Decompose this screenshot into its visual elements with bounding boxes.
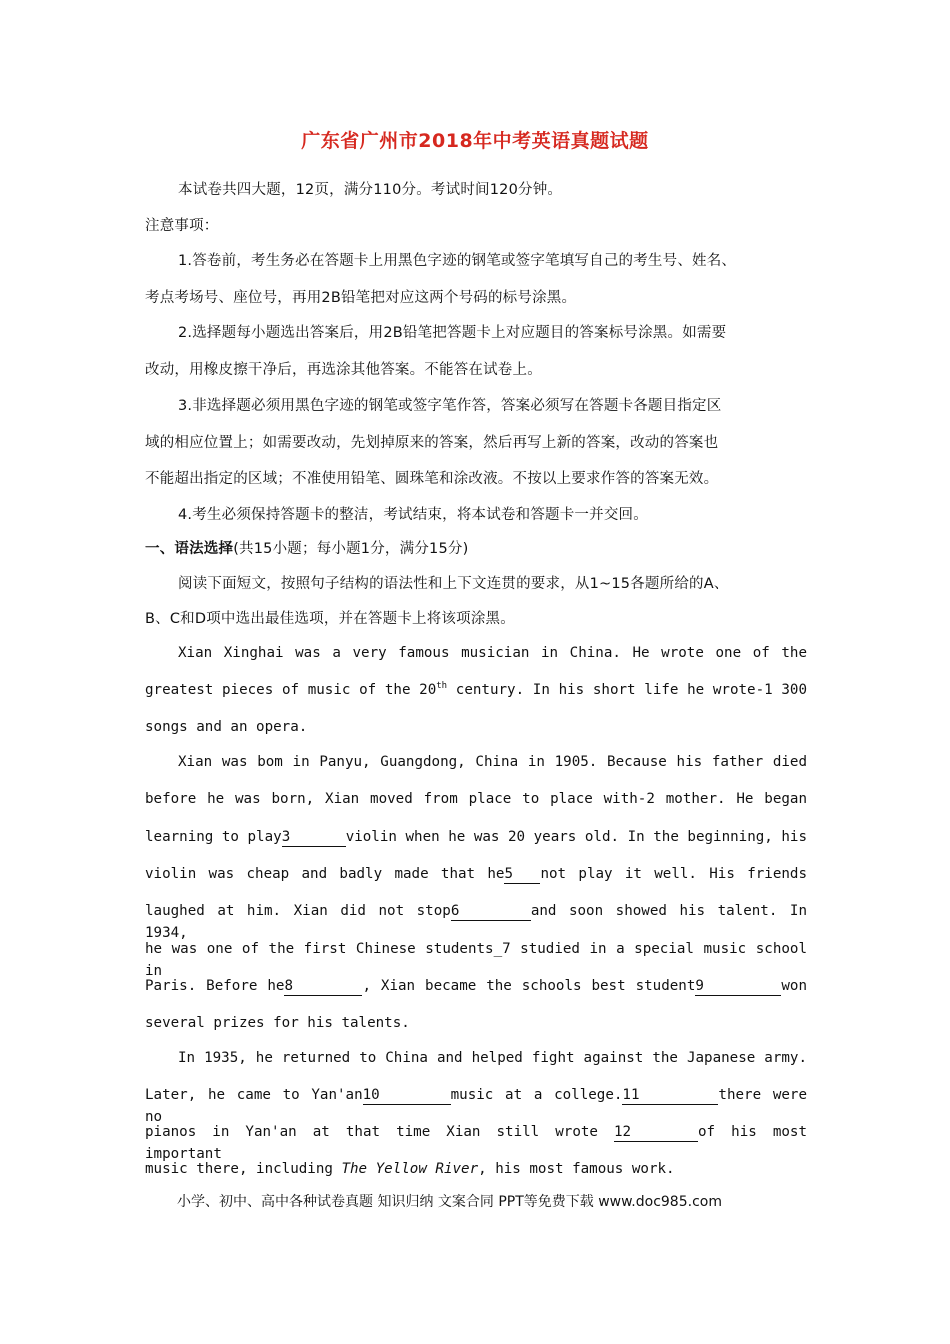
blank-8: 8 — [284, 977, 362, 996]
notice-item-3-cont: 域的相应位置上；如需要改动，先划掉原来的答案，然后再写上新的答案，改动的答案也 — [145, 435, 719, 451]
passage-line — [145, 863, 807, 885]
passage-text: Later, he came to Yan'an — [145, 1087, 363, 1103]
passage-text: learning to play — [145, 829, 282, 845]
notice-item-2: 2.选择题每小题选出答案后，用2B铅笔把答题卡上对应题目的答案标号涂黑。如需要 — [178, 325, 727, 341]
passage-text: music at a college. — [450, 1087, 623, 1103]
passage-text: laughed at him. Xian did not stop — [145, 903, 451, 919]
passage-line: several prizes for his talents. — [145, 1015, 410, 1031]
passage-line: songs and an opera. — [145, 719, 308, 735]
blank-6: 6 — [451, 902, 531, 921]
exam-intro: 本试卷共四大题，12页，满分110分。考试时间120分钟。 — [178, 182, 563, 198]
passage-line: he was one of the first Chinese students_7 studied in a special music school in — [145, 941, 807, 979]
passage-line: Xian Xinghai was a very famous musician in China. He wrote one of the — [178, 645, 807, 661]
section-instructions: 阅读下面短文，按照句子结构的语法性和上下文连贯的要求，从1~15各题所给的A、 — [178, 576, 729, 592]
superscript: th — [436, 681, 448, 691]
passage-text: , Xian became the schools best student — [362, 978, 696, 994]
blank-10: 10 — [363, 1086, 451, 1105]
notice-item-2-cont: 改动，用橡皮擦干净后，再选涂其他答案。不能答在试卷上。 — [145, 362, 542, 378]
blank-9: 9 — [695, 977, 781, 996]
passage-text: of his most important — [145, 1124, 807, 1162]
passage-text: there were no — [145, 1087, 807, 1125]
passage-text: music there, including — [145, 1161, 342, 1177]
passage-line — [145, 1084, 807, 1125]
passage-text: violin was cheap and badly made that he — [145, 866, 505, 882]
blank-5: 5 — [504, 865, 540, 884]
passage-line — [145, 900, 808, 941]
passage-line: before he was born, Xian moved from place to place with-2 mother. He began — [145, 791, 807, 807]
passage-text: Paris. Before he — [145, 978, 285, 994]
passage-line — [145, 975, 807, 997]
notice-item-4: 4.考生必须保持答题卡的整洁，考试结束，将本试卷和答题卡一并交回。 — [178, 507, 648, 523]
section-heading — [145, 538, 807, 560]
passage-text: violin when he was 20 years old. In the beginning, his — [345, 829, 807, 845]
page-title: 广东省广州市2018年中考英语真题试题 — [301, 130, 649, 152]
notice-item-1-cont: 考点考场号、座位号，再用2B铅笔把对应这两个号码的标号涂黑。 — [145, 290, 577, 306]
notice-item-3: 3.非选择题必须用黑色字迹的钢笔或签字笔作答，答案必须写在答题卡各题目指定区 — [178, 398, 722, 414]
passage-line: In 1935, he returned to China and helped fight against the Japanese army. — [178, 1050, 807, 1066]
blank-12: 12 — [614, 1123, 698, 1142]
section-instructions-cont: B、C和D项中选出最佳选项，并在答题卡上将该项涂黑。 — [145, 611, 515, 627]
passage-text: and soon showed his talent. In 1934, — [145, 903, 808, 941]
passage-line — [145, 1121, 807, 1162]
notice-heading: 注意事项： — [145, 218, 219, 234]
notice-item-1: 1.答卷前，考生务必在答题卡上用黑色字迹的钢笔或签字笔填写自己的考生号、姓名、 — [178, 253, 737, 269]
passage-text: , his most famous work. — [478, 1161, 675, 1177]
passage-text: century. In his short life he wrote-1 300 — [447, 682, 807, 698]
blank-3: 3 — [282, 828, 346, 847]
blank-11: 11 — [622, 1086, 718, 1105]
page-footer: 小学、初中、高中各种试卷真题 知识归纳 文案合同 PPT等免费下载 www.doc985.com — [177, 1194, 722, 1210]
passage-line: Xian was bom in Panyu, Guangdong, China in 1905. Because his father died — [178, 754, 807, 770]
section-title: 一、语法选择 — [145, 541, 234, 557]
passage-text: pianos in Yan'an at that time Xian still wrote — [145, 1124, 615, 1140]
passage-text: won — [781, 978, 807, 994]
passage-line — [145, 826, 807, 848]
section-info: (共15小题；每小题1分，满分15分) — [233, 541, 469, 557]
passage-text: greatest pieces of music of the 20 — [145, 682, 437, 698]
work-title: The Yellow River — [341, 1161, 479, 1177]
notice-item-3-cont2: 不能超出指定的区域；不准使用铅笔、圆珠笔和涂改液。不按以上要求作答的答案无效。 — [145, 471, 719, 487]
passage-line — [145, 1158, 807, 1180]
passage-line — [145, 679, 807, 701]
passage-text: not play it well. His friends — [540, 866, 807, 882]
